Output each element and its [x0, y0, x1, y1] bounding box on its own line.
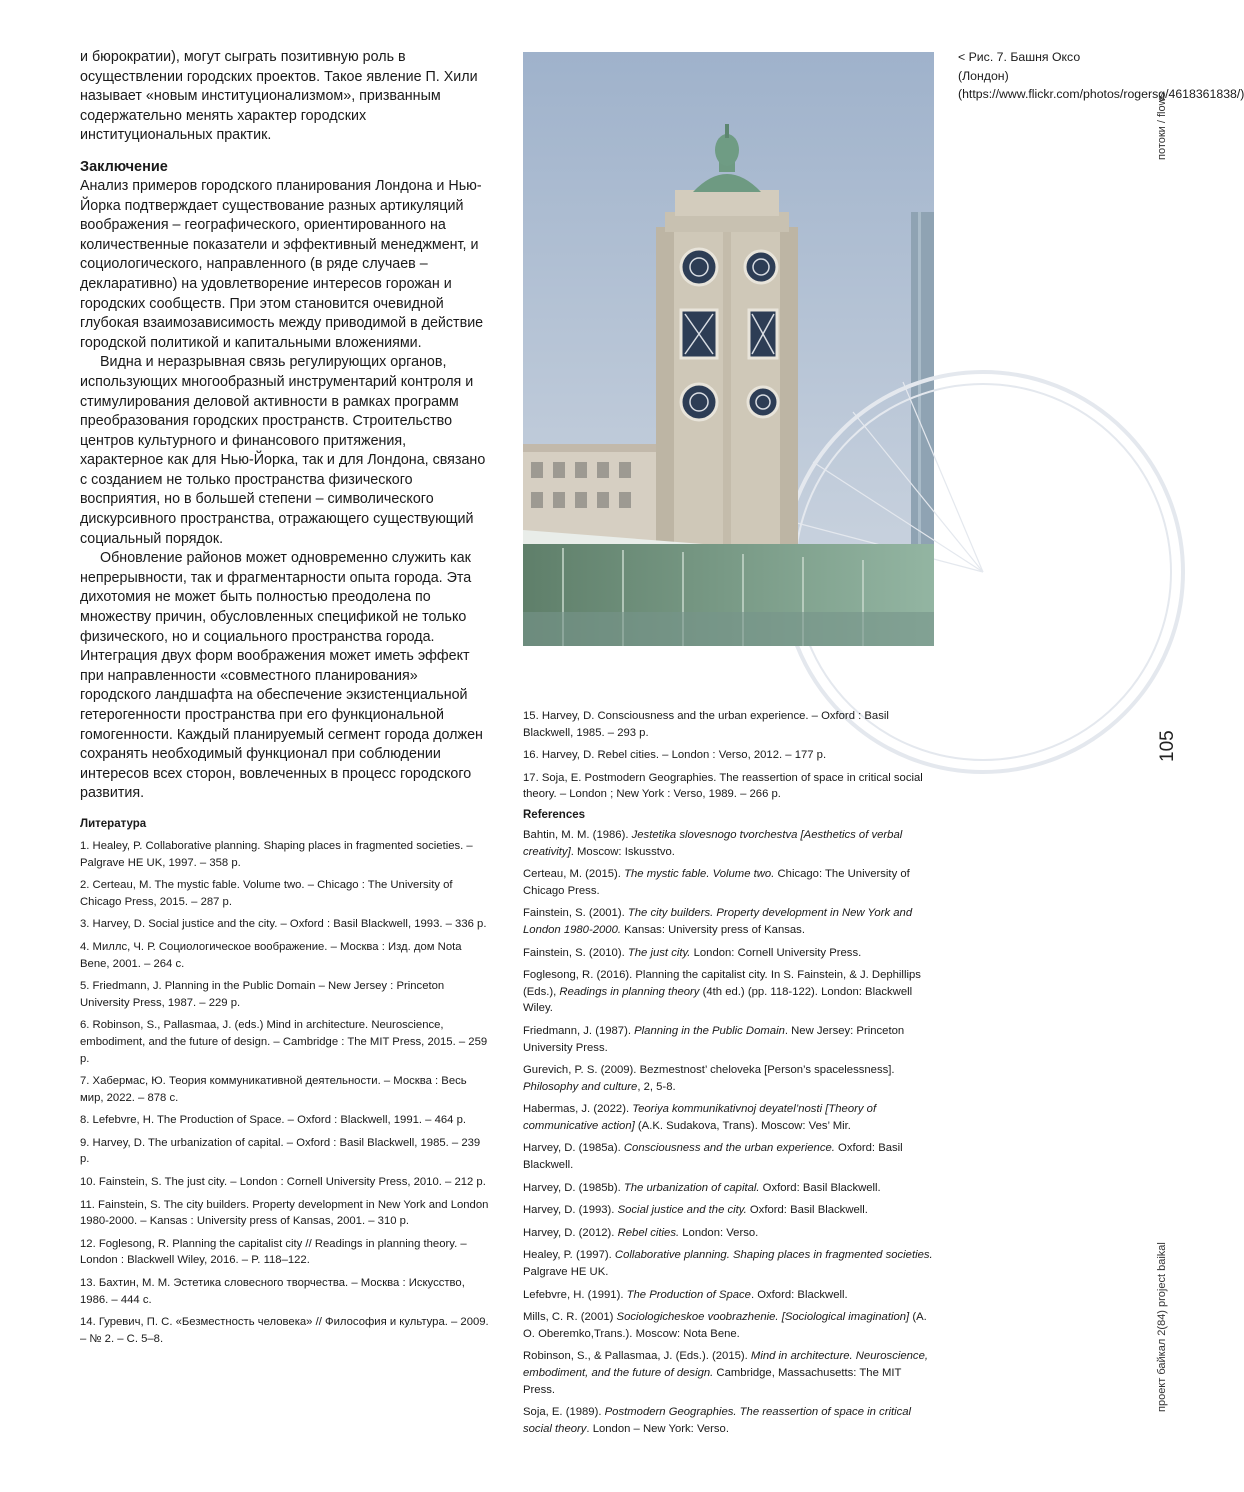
reference-item: Gurevich, P. S. (2009). Bezmestnost’ cheloveka [Person’s spacelessness]. Philosophy and culture, 2, 5-8.	[523, 1062, 935, 1095]
literature-item: 8. Lefebvre, H. The Production of Space. – Oxford : Blackwell, 1991. – 464 p.	[80, 1112, 492, 1129]
literature-list-continued	[523, 708, 935, 803]
reference-item: Soja, E. (1989). Postmodern Geographies. The reassertion of space in critical social theory. London – New York: Verso.	[523, 1404, 935, 1437]
literature-item: 14. Гуревич, П. С. «Безместность человека» // Философия и культура. – 2009. – № 2. – С. 5–8.	[80, 1314, 492, 1347]
reference-item: Fainstein, S. (2010). The just city. London: Cornell University Press.	[523, 945, 935, 962]
literature-item: 11. Fainstein, S. The city builders. Property development in New York and London 1980-2000. – Kansas : University press of Kansas, 2001. – 310 p.	[80, 1197, 492, 1230]
literature-item: 9. Harvey, D. The urbanization of capital. – Oxford : Basil Blackwell, 1985. – 239 p.	[80, 1135, 492, 1168]
reference-item: Friedmann, J. (1987). Planning in the Public Domain. New Jersey: Princeton University Press.	[523, 1023, 935, 1056]
reference-item: Mills, C. R. (2001) Sociologicheskoe voobrazhenie. [Sociological imagination] (A. O. Oberemko,Trans.). Moscow: Nota Bene.	[523, 1309, 935, 1342]
literature-item: 16. Harvey, D. Rebel cities. – London : Verso, 2012. – 177 p.	[523, 747, 935, 764]
left-column	[80, 48, 492, 1353]
literature-item: 4. Миллс, Ч. Р. Социологическое воображение. – Москва : Изд. дом Nota Bene, 2001. – 264 с.	[80, 939, 492, 972]
paragraph-conclusion-2: Видна и неразрывная связь регулирующих органов, использующих многообразный инструментарий контроля и стимулирования деловой активности в рамках программ преобразования городских пространств. Строительство центров культурного и финансового притяжения, характерное как для Нью-Йорка, так и для Лондона, связано с созданием не только пространства физического восприятия, но в большей степени – символического дискурсивного пространства, отражающего существующий социальный порядок.	[80, 353, 492, 549]
section-label: потоки / flows	[1156, 92, 1168, 160]
paragraph-conclusion-1: Анализ примеров городского планирования Лондона и Нью-Йорка подтверждает существование разных артикуляций воображения – географического, ориентированного на количественные показатели и эффективный менеджмент, и социологического, направленного (в ряде случаев – декларативно) на удовлетворение интересов горожан и городских сообществ. При этом становится очевидной глубокая взаимозависимость между приводимой в действие городской политикой и капитальными вложениями.	[80, 177, 492, 353]
literature-item: 12. Foglesong, R. Planning the capitalist city // Readings in planning theory. – London : Blackwell Wiley, 2016. – P. 118–122.	[80, 1236, 492, 1269]
reference-item: Healey, P. (1997). Collaborative planning. Shaping places in fragmented societies. Palgrave HE UK.	[523, 1247, 935, 1280]
reference-item: Foglesong, R. (2016). Planning the capitalist city. In S. Fainstein, & J. Dephillips (Eds.), Readings in planning theory (4th ed.) (pp. 118-122). London: Blackwell Wiley.	[523, 967, 935, 1017]
page-number: 105	[1157, 730, 1179, 762]
literature-item: 10. Fainstein, S. The just city. – London : Cornell University Press, 2010. – 212 p.	[80, 1174, 492, 1191]
reference-item: Bahtin, M. M. (1986). Jestetika slovesnogo tvorchestva [Aesthetics of verbal creativity]. Moscow: Iskusstvo.	[523, 827, 935, 860]
literature-item: 2. Certeau, M. The mystic fable. Volume two. – Chicago : The University of Chicago Press, 2015. – 287 p.	[80, 877, 492, 910]
reference-item: Certeau, M. (2015). The mystic fable. Volume two. Chicago: The University of Chicago Press.	[523, 866, 935, 899]
paragraph-intro: и бюрократии), могут сыграть позитивную роль в осуществлении городских проектов. Такое явление П. Хили называет «новым институционализмом», призванным содержательно менять характер городских институциональных практик.	[80, 48, 492, 146]
literature-item: 3. Harvey, D. Social justice and the city. – Oxford : Basil Blackwell, 1993. – 336 p.	[80, 916, 492, 933]
reference-item: Robinson, S., & Pallasmaa, J. (Eds.). (2015). Mind in architecture. Neuroscience, embodiment, and the future of design. Cambridge, Massachusetts: The MIT Press.	[523, 1348, 935, 1398]
figure-caption: < Рис. 7. Башня Оксо (Лондон) (https://www.flickr.com/photos/rogersg/4618361838/)	[958, 48, 1108, 104]
literature-item: 13. Бахтин, М. М. Эстетика словесного творчества. – Москва : Искусство, 1986. – 444 с.	[80, 1275, 492, 1308]
oxo-tower-photo	[523, 52, 934, 646]
literature-item: 7. Хабермас, Ю. Теория коммуникативной деятельности. – Москва : Весь мир, 2022. – 878 с.	[80, 1073, 492, 1106]
literature-list	[80, 838, 492, 1347]
literature-item: 6. Robinson, S., Pallasmaa, J. (eds.) Mind in architecture. Neuroscience, embodiment, and the future of design. – Cambridge : The MIT Press, 2015. – 259 p.	[80, 1017, 492, 1067]
literature-item: 15. Harvey, D. Consciousness and the urban experience. – Oxford : Basil Blackwell, 1985. – 293 p.	[523, 708, 935, 741]
literature-item: 17. Soja, E. Postmodern Geographies. The reassertion of space in critical social theory. – London ; New York : Verso, 1989. – 266 p.	[523, 770, 935, 803]
reference-item: Fainstein, S. (2001). The city builders. Property development in New York and London 1980-2000. Kansas: University press of Kansas.	[523, 905, 935, 938]
conclusion-heading: Заключение	[80, 157, 492, 177]
references-list	[523, 827, 935, 1437]
literature-item: 5. Friedmann, J. Planning in the Public Domain – New Jersey : Princeton University Press, 1987. – 229 p.	[80, 978, 492, 1011]
reference-item: Habermas, J. (2022). Teoriya kommunikativnoj deyatel’nosti [Theory of communicative action] (A.K. Sudakova, Trans). Moscow: Ves’ Mir.	[523, 1101, 935, 1134]
paragraph-conclusion-3: Обновление районов может одновременно служить как непрерывности, так и фрагментарности опыта города. Эта дихотомия не может быть полностью преодолена по множеству причин, обусловленных спецификой не только физического, но и социального пространства города. Интеграция двух форм воображения может иметь эффект при направленности «совместного планирования» городского ландшафта на обеспечение экзистенциальной гетерогенности пространства при его функциональной гомогенности. Каждый планируемый сегмент города должен сохранять необходимый функционал при соблюдении интересов всех сторон, вовлеченных в процесс городского развития.	[80, 549, 492, 804]
reference-item: Harvey, D. (1993). Social justice and the city. Oxford: Basil Blackwell.	[523, 1202, 935, 1219]
literature-item: 1. Healey, P. Collaborative planning. Shaping places in fragmented societies. – Palgrave HE UK, 1997. – 358 p.	[80, 838, 492, 871]
journal-label: проект байкал 2(84) project baikal	[1156, 1242, 1168, 1412]
reference-item: Lefebvre, H. (1991). The Production of Space. Oxford: Blackwell.	[523, 1287, 935, 1304]
reference-item: Harvey, D. (1985b). The urbanization of capital. Oxford: Basil Blackwell.	[523, 1180, 935, 1197]
references-heading: References	[523, 809, 935, 821]
middle-column	[523, 708, 935, 1443]
reference-item: Harvey, D. (2012). Rebel cities. London: Verso.	[523, 1225, 935, 1242]
literature-heading: Литература	[80, 818, 492, 830]
reference-item: Harvey, D. (1985a). Consciousness and the urban experience. Oxford: Basil Blackwell.	[523, 1140, 935, 1173]
